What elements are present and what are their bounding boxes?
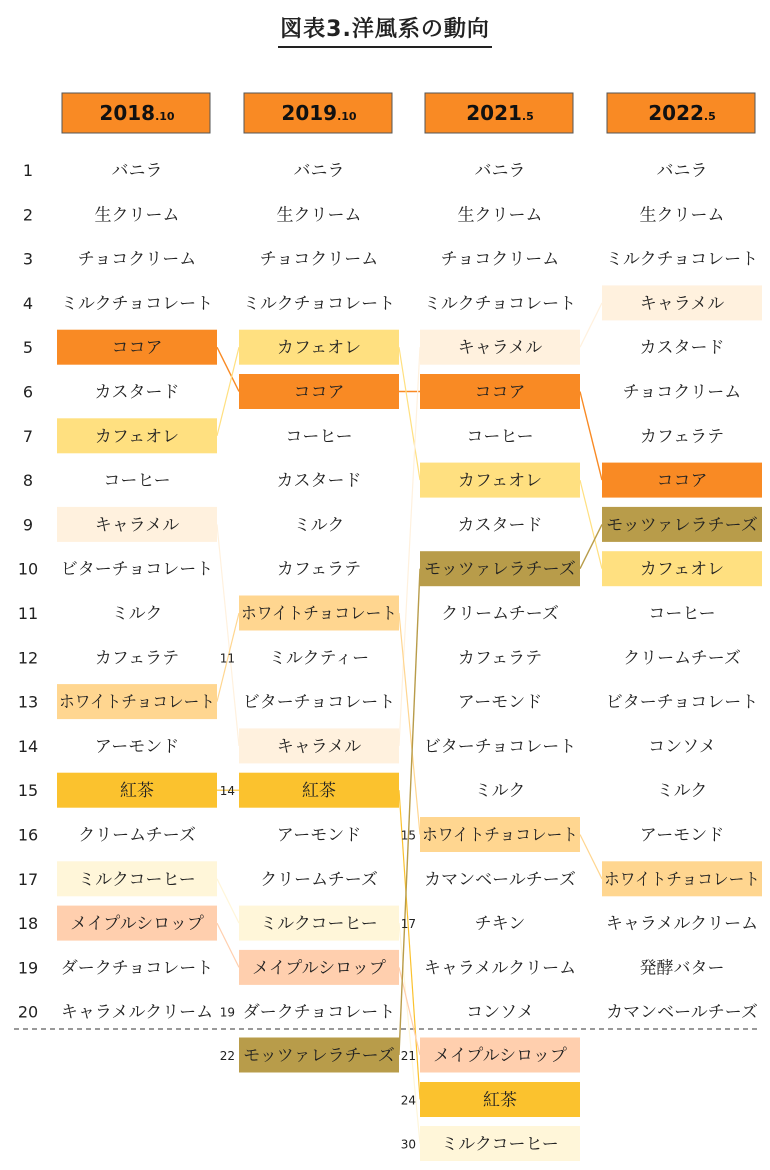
rank-item (57, 330, 217, 365)
rank-item (657, 161, 708, 181)
rank-item (112, 161, 163, 181)
item-label: ココア (656, 471, 708, 492)
rank-item (220, 773, 399, 808)
rank-item (623, 648, 741, 668)
rank-item (401, 1038, 580, 1073)
item-rank-label: 17 (400, 917, 416, 932)
item-rank-label: 14 (219, 784, 235, 799)
rank-item (420, 330, 580, 365)
item-label: ミルクコーヒー (260, 914, 378, 935)
item-label: キャラメル (639, 293, 725, 314)
rank-item (61, 294, 213, 314)
rank-item (220, 1038, 399, 1073)
item-label: クリームチーズ (623, 648, 741, 669)
rank-number: 17 (17, 869, 39, 889)
rank-item (95, 383, 180, 403)
item-rank-label: 19 (219, 1005, 235, 1020)
rank-item (57, 684, 217, 719)
item-label: ミルクチョコレート (60, 293, 214, 314)
rank-item (277, 560, 361, 580)
rank-item (239, 596, 399, 631)
item-label: バニラ (656, 161, 708, 181)
item-label: ホワイトチョコレート (604, 869, 760, 890)
rank-number: 18 (17, 914, 39, 934)
item-label: アーモンド (639, 825, 725, 846)
rank-item (95, 737, 180, 757)
rank-item (239, 906, 399, 941)
rank-item (441, 250, 560, 270)
item-label: ミルクチョコレート (423, 293, 577, 314)
rank-item (424, 958, 576, 978)
item-label: コーヒー (648, 604, 716, 624)
item-label: カフェラテ (457, 648, 543, 669)
item-label: カフェオレ (457, 471, 543, 492)
column-header (425, 93, 573, 133)
item-label: チョコクリーム (440, 249, 560, 270)
rank-item (277, 826, 362, 846)
rank-item (420, 463, 580, 498)
item-label: キャラメル (94, 515, 180, 536)
rank-item (441, 604, 559, 624)
item-label: ミルクティー (268, 648, 370, 669)
rank-item (606, 250, 758, 270)
rank-item (458, 205, 543, 225)
rank-item (401, 1126, 580, 1161)
rank-item (260, 250, 379, 270)
item-label: コンソメ (466, 1002, 534, 1023)
rank-item (602, 861, 762, 896)
rank-item (640, 427, 724, 447)
item-label: カスタード (457, 515, 543, 536)
rank-item (657, 781, 708, 801)
item-label: クリームチーズ (260, 869, 378, 890)
header-suffix: .5 (521, 110, 534, 123)
rank-item (294, 515, 345, 535)
rank-item (466, 427, 533, 447)
rank-item (401, 817, 580, 852)
column-header (244, 93, 392, 133)
rank-item (61, 560, 214, 580)
rank-item (424, 737, 577, 757)
item-label: ダークチョコレート (60, 958, 214, 979)
rank-connector (580, 303, 602, 347)
rank-item (401, 914, 526, 934)
header-suffix: .10 (337, 110, 357, 123)
item-label: キャラメルクリーム (60, 1002, 214, 1023)
rank-item (61, 1003, 213, 1023)
rank-item (602, 551, 762, 586)
rank-item (458, 693, 543, 713)
rank-item (401, 1082, 580, 1117)
item-label: ミルクコーヒー (78, 869, 196, 890)
rank-item (640, 205, 725, 225)
rank-number: 4 (22, 293, 34, 313)
item-label: ミルク (293, 515, 345, 536)
rank-item (103, 471, 170, 491)
rank-number: 6 (22, 382, 34, 402)
item-label: カスタード (276, 471, 362, 492)
item-label: ココア (111, 338, 163, 359)
rank-item (78, 826, 196, 846)
item-label: ミルクチョコレート (605, 249, 759, 270)
rank-item (112, 604, 163, 624)
rank-connector (217, 923, 239, 967)
item-label: クリームチーズ (441, 604, 559, 624)
rank-item (78, 250, 197, 270)
rank-number: 12 (17, 648, 39, 668)
rank-number: 19 (17, 958, 39, 978)
rank-item (220, 648, 369, 668)
rank-number: 20 (17, 1002, 39, 1022)
rank-item (239, 330, 399, 365)
rank-item (424, 294, 576, 314)
rank-item (648, 737, 716, 757)
item-label: カマンベールチーズ (424, 869, 576, 890)
rank-item (606, 914, 758, 934)
rank-number: 8 (22, 471, 34, 491)
item-label: キャラメルクリーム (423, 958, 577, 979)
item-label: ココア (293, 382, 345, 403)
rank-item (239, 374, 399, 409)
item-label: ミルクチョコレート (242, 293, 396, 314)
rank-item (57, 773, 217, 808)
rank-number: 7 (22, 426, 34, 446)
item-label: カスタード (94, 382, 180, 403)
item-label: 紅茶 (483, 1090, 517, 1111)
item-label: ホワイトチョコレート (241, 604, 397, 624)
rank-number: 1 (22, 161, 34, 180)
rank-item (285, 427, 352, 447)
rank-item (57, 906, 217, 941)
rank-item (640, 958, 725, 978)
column-header (62, 93, 210, 133)
rank-connector (399, 923, 420, 1143)
rank-connector (217, 879, 239, 923)
item-label: カフェラテ (94, 648, 180, 669)
chart-title: 図表3.洋風系の動向 (278, 12, 492, 48)
item-label: 生クリーム (457, 205, 543, 226)
rank-item (606, 693, 759, 713)
item-label: コンソメ (648, 736, 716, 757)
rank-connector (217, 347, 239, 391)
item-label: ミルク (656, 781, 708, 802)
item-label: ビターチョコレート (605, 692, 759, 713)
rank-item (602, 285, 762, 320)
rank-number: 5 (22, 338, 34, 358)
rank-number: 13 (17, 692, 39, 712)
rank-connector (399, 347, 420, 746)
item-label: キャラメル (457, 338, 543, 359)
item-label: アーモンド (457, 692, 543, 713)
item-label: カフェラテ (276, 559, 362, 580)
rank-item (475, 161, 526, 181)
rank-number: 9 (22, 515, 34, 535)
item-label: コーヒー (103, 471, 171, 492)
rank-number: 16 (17, 825, 39, 845)
item-label: チョコクリーム (77, 249, 197, 270)
rank-item (466, 1003, 534, 1023)
item-label: 生クリーム (639, 205, 725, 226)
rank-item (277, 471, 362, 491)
item-label: 紅茶 (120, 781, 154, 802)
item-label: ホワイトチョコレート (59, 692, 215, 713)
item-label: ダークチョコレート (242, 1002, 396, 1023)
item-rank-label: 15 (400, 828, 416, 843)
rank-item (260, 870, 378, 890)
header-year: 2021 (466, 101, 522, 125)
item-label: ホワイトチョコレート (422, 825, 578, 846)
rank-item (220, 1003, 396, 1023)
rank-connector (580, 835, 602, 879)
rank-item (57, 418, 217, 453)
rank-number: 15 (17, 781, 39, 801)
item-label: アーモンド (276, 825, 362, 846)
rank-number: 10 (17, 559, 39, 579)
rank-item (294, 161, 345, 181)
item-label: チキン (474, 914, 526, 935)
rank-item (606, 1003, 758, 1023)
item-label: ミルクコーヒー (441, 1134, 559, 1155)
item-label: 生クリーム (276, 205, 362, 226)
rank-connector (217, 524, 239, 746)
rank-item (475, 781, 526, 801)
rank-number: 3 (22, 249, 34, 269)
rank-number: 2 (22, 205, 34, 225)
rank-item (648, 604, 715, 624)
rank-item (243, 693, 396, 713)
rank-item (640, 826, 725, 846)
rank-item (623, 383, 742, 403)
rank-item (458, 515, 543, 535)
item-label: キャラメルクリーム (605, 914, 759, 935)
item-label: ミルク (474, 781, 526, 802)
rank-item (243, 294, 395, 314)
item-label: ミルク (111, 604, 163, 624)
rank-number: 11 (17, 604, 39, 623)
rank-item (57, 861, 217, 896)
item-label: モッツァレラチーズ (424, 559, 576, 580)
rank-item (602, 507, 762, 542)
rank-item (95, 205, 180, 225)
rank-connector (217, 347, 239, 436)
rank-connector (580, 524, 602, 568)
item-label: カフェオレ (639, 559, 725, 580)
item-label: カフェオレ (276, 338, 362, 359)
rank-item (277, 205, 362, 225)
item-label: 生クリーム (94, 205, 180, 226)
item-label: ココア (474, 382, 526, 403)
rank-item (458, 648, 542, 668)
header-year: 2019 (281, 101, 338, 125)
rank-item (640, 338, 725, 358)
rank-item (95, 648, 179, 668)
rank-item (420, 374, 580, 409)
header-year: 2018 (99, 101, 156, 125)
item-label: ビターチョコレート (242, 692, 396, 713)
item-label: カスタード (639, 338, 725, 359)
item-rank-label: 11 (219, 651, 235, 666)
item-label: カフェラテ (639, 426, 725, 447)
rank-connector (580, 480, 602, 569)
item-label: メイプルシロップ (433, 1046, 567, 1066)
item-label: コーヒー (466, 426, 534, 447)
item-label: ビターチョコレート (423, 736, 577, 757)
item-rank-label: 21 (400, 1049, 416, 1063)
item-label: カマンベールチーズ (606, 1002, 758, 1023)
rank-item (61, 958, 214, 978)
item-label: アーモンド (94, 736, 180, 757)
item-label: ビターチョコレート (60, 559, 214, 580)
rank-item (239, 728, 399, 763)
item-rank-label: 24 (400, 1093, 416, 1108)
item-rank-label: 30 (400, 1137, 416, 1152)
header-suffix: .10 (155, 110, 175, 123)
item-label: カフェオレ (94, 426, 180, 447)
rank-number: 14 (17, 736, 39, 756)
item-label: コーヒー (285, 426, 353, 447)
header-year: 2022 (648, 101, 704, 125)
item-label: モッツァレラチーズ (606, 515, 758, 536)
item-label: クリームチーズ (78, 825, 196, 846)
item-label: バニラ (293, 161, 345, 181)
item-label: バニラ (474, 161, 526, 181)
column-header (607, 93, 755, 133)
item-label: チョコクリーム (259, 249, 379, 270)
rank-item (602, 463, 762, 498)
rank-item (57, 507, 217, 542)
item-label: キャラメル (276, 736, 362, 757)
item-label: 発酵バター (639, 958, 725, 979)
item-label: バニラ (111, 161, 163, 181)
item-label: メイプルシロップ (70, 914, 204, 935)
item-label: チョコクリーム (622, 382, 742, 403)
header-suffix: .5 (703, 110, 716, 123)
rank-item (424, 870, 576, 890)
item-label: モッツァレラチーズ (243, 1046, 395, 1066)
item-rank-label: 22 (219, 1049, 235, 1063)
item-label: メイプルシロップ (252, 958, 386, 979)
item-label: 紅茶 (302, 781, 336, 802)
rank-connector (580, 392, 602, 481)
rank-item (239, 950, 399, 985)
rank-item (420, 551, 580, 586)
